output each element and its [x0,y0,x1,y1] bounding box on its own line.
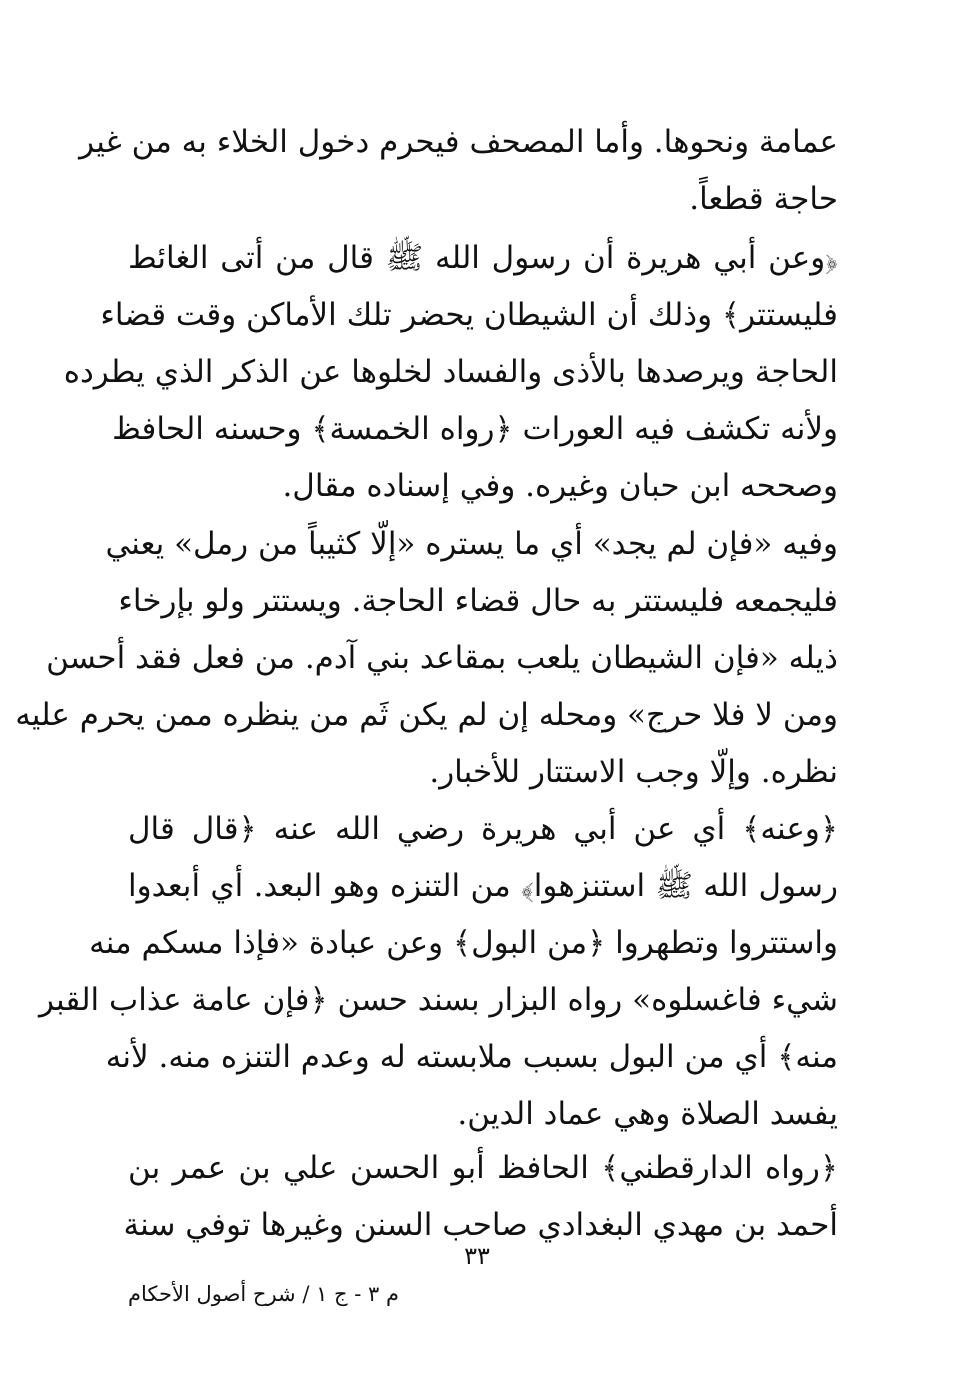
text-line: ﴿وعن أبي هريرة أن رسول الله ﷺ قال من أتى الغائط [128,240,838,276]
paragraph-2 [63,230,838,515]
text-line: وصححه ابن حبان وغيره. وفي إسناده مقال. [282,468,838,504]
text-line: عمامة ونحوها. وأما المصحف فيحرم دخول الخلاء به من غير [79,124,838,160]
text-line: ﴿وعنه﴾ أي عن أبي هريرة رضي الله عنه ﴿قال قال [128,811,838,847]
text-line: يفسد الصلاة وهي عماد الدين. [457,1096,838,1132]
text-line: ولأنه تكشف فيه العورات ﴿رواه الخمسة﴾ وحسنه الحافظ [112,411,838,447]
text-line: منه﴾ أي من البول بسبب ملابسته له وعدم التنزه منه. لأنه [105,1039,838,1075]
text-line: أحمد بن مهدي البغدادي صاحب السنن وغيرها توفي سنة [123,1207,838,1243]
text-line: ﴿رواه الدارقطني﴾ الحافظ أبو الحسن علي بن عمر بن [128,1150,838,1186]
text-line: فليستتر﴾ وذلك أن الشيطان يحضر تلك الأماكن وقت قضاء [100,297,838,333]
text-line: وفيه «فإن لم يجد» أي ما يستره «إلّا كثيباً من رمل» يعني [105,526,838,562]
text-line: فليجمعه فليستتر به حال قضاء الحاجة. ويستتر ولو بإرخاء [118,583,838,619]
paragraph-1 [79,114,838,228]
paragraph-3 [15,516,838,801]
paragraph-5 [123,1140,838,1254]
text-line: حاجة قطعاً. [689,181,838,217]
text-line: نظره. وإلّا وجب الاستتار للأخبار. [429,754,838,790]
text-line: الحاجة ويرصدها بالأذى والفساد لخلوها عن الذكر الذي يطرده [63,354,838,390]
text-line: ومن لا فلا حرج» ومحله إن لم يكن ثَم من ينظره ممن يحرم عليه [15,697,838,733]
text-line: رسول الله ﷺ استنزهوا﴾ من التنزه وهو البعد. أي أبعدوا [128,868,838,904]
text-line: ذيله «فإن الشيطان يلعب بمقاعد بني آدم. من فعل فقد أحسن [46,640,838,676]
page-number: ٣٣ [464,1242,490,1270]
text-line: واستتروا وتطهروا ﴿من البول﴾ وعن عبادة «فإذا مسكم منه [89,925,838,961]
signature-mark: م ٣ - ج ١ / شرح أصول الأحكام [128,1282,400,1306]
text-line: شيء فاغسلوه» رواه البزار بسند حسن ﴿فإن عامة عذاب القبر [38,982,838,1018]
paragraph-4 [38,801,838,1143]
